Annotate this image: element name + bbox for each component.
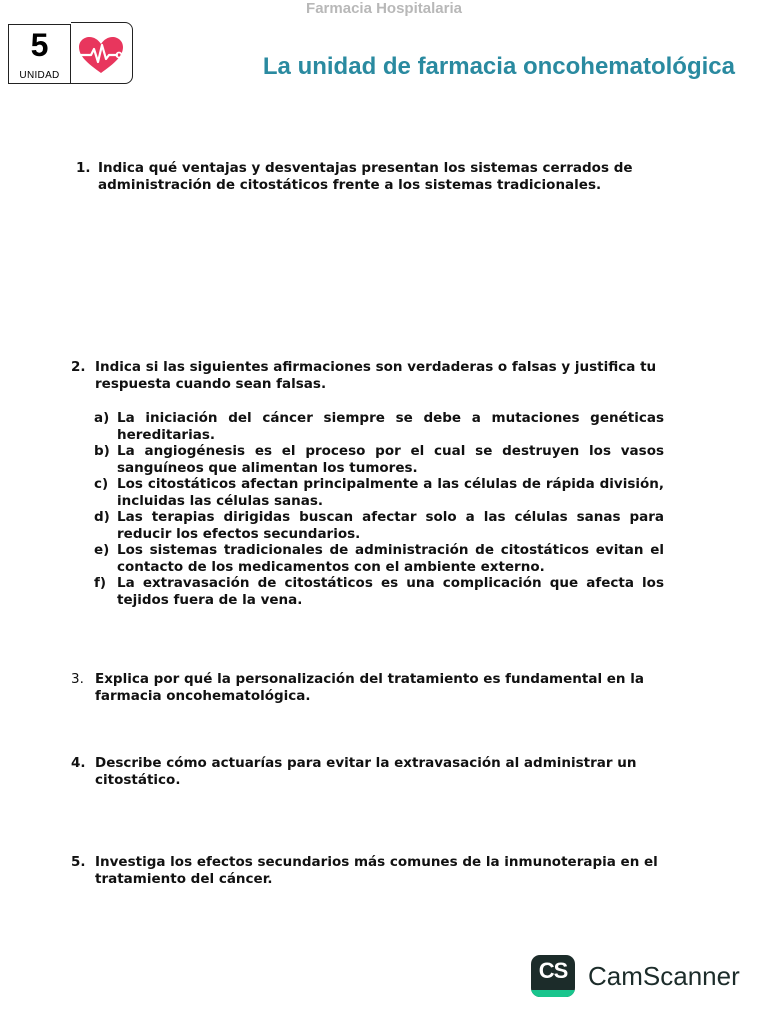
- item-letter: b): [94, 443, 110, 459]
- question-number: 1.: [76, 160, 91, 176]
- item-letter: a): [94, 410, 110, 426]
- question-5: [71, 854, 691, 887]
- question-1: [76, 160, 676, 193]
- item-text: Los sistemas tradicionales de administración de citostáticos evitan el contacto de los medicamentos con el ambiente externo.: [117, 542, 664, 575]
- list-item: [94, 443, 664, 476]
- item-letter: f): [94, 575, 107, 591]
- question-text: Explica por qué la personalización del tratamiento es fundamental en la farmacia oncohematológica.: [95, 671, 644, 704]
- item-letter: d): [94, 509, 110, 525]
- unit-label: UNIDAD: [19, 70, 60, 81]
- list-item: [94, 542, 664, 575]
- heart-pulse-icon: [77, 35, 125, 75]
- question-number: 5.: [71, 854, 86, 870]
- question-4: [71, 755, 671, 788]
- camscanner-wordmark: CamScanner: [588, 961, 740, 991]
- item-text: Las terapias dirigidas buscan afectar solo a las células sanas para reducir los efectos secundarios.: [117, 509, 664, 542]
- camscanner-logo-icon: [531, 955, 575, 997]
- document-title: La unidad de farmacia oncohematológica: [262, 53, 735, 80]
- question-2: [71, 359, 671, 392]
- running-header: Farmacia Hospitalaria: [306, 0, 462, 17]
- true-false-list: [94, 410, 664, 608]
- question-number: 4.: [71, 755, 86, 771]
- question-text: Indica si las siguientes afirmaciones son verdaderas o falsas y justifica tu respuesta cuando sean falsas.: [95, 359, 657, 392]
- unit-badge: [8, 24, 71, 84]
- question-text: Describe cómo actuarías para evitar la extravasación al administrar un citostático.: [95, 755, 637, 788]
- unit-number: 5: [30, 27, 49, 63]
- camscanner-logo-bar: [531, 990, 575, 997]
- list-item: [94, 509, 664, 542]
- question-number: 2.: [71, 359, 86, 375]
- item-text: Los citostáticos afectan principalmente a las células de rápida división, incluidas las células sanas.: [117, 476, 664, 509]
- question-text: Indica qué ventajas y desventajas presentan los sistemas cerrados de administración de citostáticos frente a los sistemas tradicionales.: [98, 160, 633, 193]
- list-item: [94, 575, 664, 608]
- camscanner-logo-text: CS: [538, 958, 568, 983]
- item-text: La iniciación del cáncer siempre se debe a mutaciones genéticas hereditarias.: [117, 410, 664, 443]
- item-letter: e): [94, 542, 110, 558]
- item-text: La extravasación de citostáticos es una complicación que afecta los tejidos fuera de la vena.: [117, 575, 664, 608]
- list-item: [94, 476, 664, 509]
- question-3: [71, 671, 671, 704]
- question-number: 3.: [71, 671, 84, 687]
- item-letter: c): [94, 476, 109, 492]
- item-text: La angiogénesis es el proceso por el cual se destruyen los vasos sanguíneos que alimentan los tumores.: [117, 443, 664, 476]
- list-item: [94, 410, 664, 443]
- question-text: Investiga los efectos secundarios más comunes de la inmunoterapia en el tratamiento del cáncer.: [95, 854, 658, 887]
- unit-icon-box: [71, 22, 133, 84]
